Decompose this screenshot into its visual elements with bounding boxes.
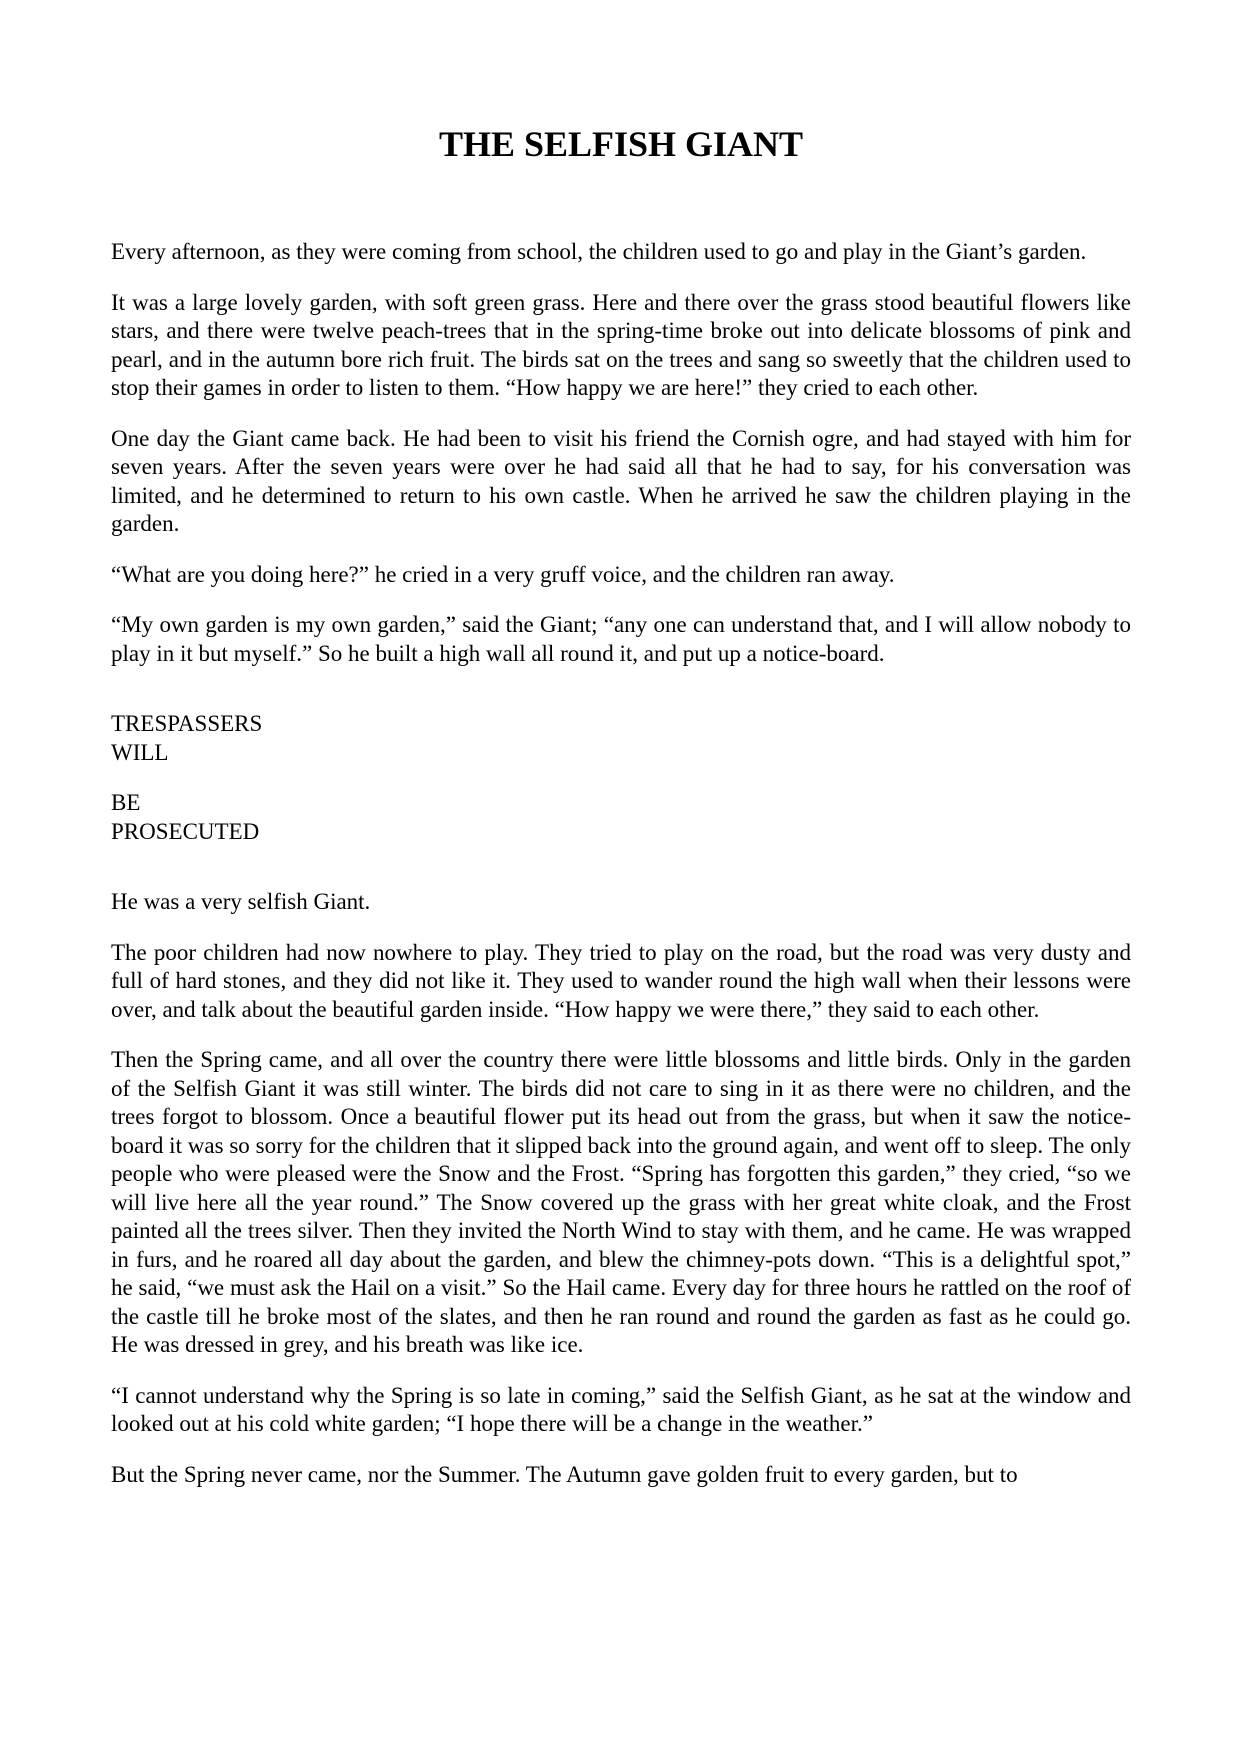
notice-line: WILL <box>111 739 169 765</box>
paragraph: “My own garden is my own garden,” said the Giant; “any one can understand that, and I will allow nobody to play in it but myself.” So he built a high wall all round it, and put up a notice-board. <box>111 612 1131 666</box>
paragraph: The poor children had now nowhere to play. They tried to play on the road, but the road was very dusty and full of hard stones, and they did not like it. They used to wander round the high wall when their lessons were over, and talk about the beautiful garden inside. “How happy we were there,” they said to each other. <box>111 939 1131 1022</box>
paragraph: But the Spring never came, nor the Summer. The Autumn gave golden fruit to every garden, but to <box>111 1461 1018 1487</box>
paragraph: It was a large lovely garden, with soft green grass. Here and there over the grass stood beautiful flowers like stars, and there were twelve peach-trees that in the spring-time broke out into delicate blossoms of pink and pearl, and in the autumn bore rich fruit. The birds sat on the trees and sang so sweetly that the children used to stop their games in order to listen to them. “How happy we are here!” they cried to each other. <box>111 289 1131 400</box>
notice-line: TRESPASSERS <box>111 711 263 736</box>
notice-line: PROSECUTED <box>111 818 260 844</box>
paragraph: One day the Giant came back. He had been to visit his friend the Cornish ogre, and had stayed with him for seven years. After the seven years were over he had said all that he had to say, for his conversation was limited, and he determined to return to his own castle. When he arrived he saw the children playing in the garden. <box>111 425 1131 536</box>
notice-board-text <box>111 710 1131 846</box>
document-page <box>111 100 1131 1511</box>
paragraph: Then the Spring came, and all over the country there were little blossoms and little birds. Only in the garden of the Selfish Giant it was still winter. The birds did not care to sing in it as there were no children, and the trees forgot to blossom. Once a beautiful flower put its head out from the grass, but when it saw the notice-board it was so sorry for the children that it slipped back into the ground again, and went off to sleep. The only people who were pleased were the Snow and the Frost. “Spring has forgotten this garden,” they cried, “so we will live here all the year round.” The Snow covered up the grass with her great white cloak, and the Frost painted all the trees silver. Then they invited the North Wind to stay with them, and he came. He was wrapped in furs, and he roared all day about the garden, and blew the chimney-pots down. “This is a delightful spot,” he said, “we must ask the Hail on a visit.” So the Hail came. Every day for three hours he rattled on the roof of the castle till he broke most of the slates, and then he ran round and round the garden as fast as he could go. He was dressed in grey, and his breath was like ice. <box>111 1047 1131 1357</box>
notice-group <box>111 789 1131 846</box>
story-body <box>111 238 1131 1489</box>
paragraph: “What are you doing here?” he cried in a very gruff voice, and the children ran away. <box>111 561 895 587</box>
notice-line: BE <box>111 790 141 815</box>
paragraph: He was a very selfish Giant. <box>111 889 371 914</box>
notice-group <box>111 710 1131 767</box>
paragraph: “I cannot understand why the Spring is so late in coming,” said the Selfish Giant, as he sat at the window and looked out at his cold white garden; “I hope there will be a change in the weather.” <box>111 1382 1131 1436</box>
page-title: THE SELFISH GIANT <box>438 124 804 164</box>
paragraph: Every afternoon, as they were coming from school, the children used to go and play in the Giant’s garden. <box>111 239 1087 264</box>
